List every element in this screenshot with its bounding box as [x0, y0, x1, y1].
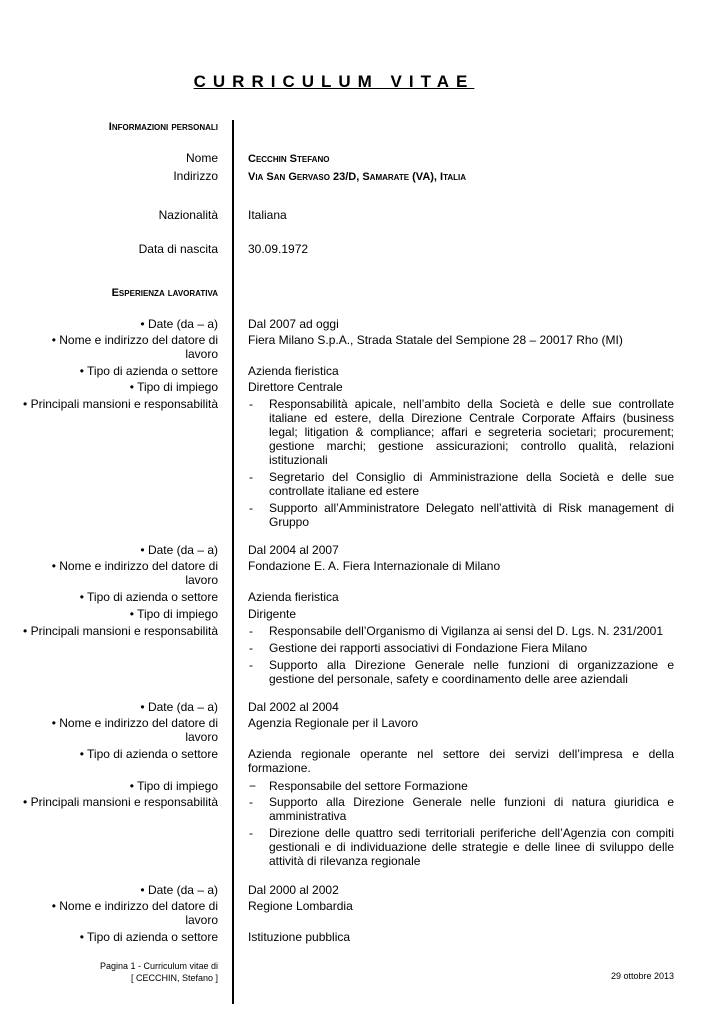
job-position: Direttore Centrale — [248, 380, 343, 394]
position-label: • Tipo di impiego — [129, 779, 218, 793]
job-sector: Azienda fieristica — [248, 364, 339, 378]
document-title: CURRICULUM VITAE — [193, 72, 475, 91]
employer-label: • Nome e indirizzo del datore di lavoro — [51, 899, 218, 927]
birth-date-value: 30.09.1972 — [248, 242, 309, 256]
sector-label: • Tipo di azienda o settore — [79, 930, 218, 944]
section-heading-experience: Esperienza lavorativa — [111, 287, 218, 299]
duty-item: - Supporto all’Amministratore Delegato nell’attività di Risk management di Gruppo — [248, 501, 674, 529]
job-position — [248, 779, 674, 793]
dates-label: • Date (da – a) — [140, 700, 218, 714]
sector-label: • Tipo di azienda o settore — [79, 364, 218, 378]
address-value: Via San Gervaso 23/D, Samarate (VA), Italia — [248, 171, 467, 183]
page-footer-left — [20, 960, 218, 984]
dates-label: • Date (da – a) — [140, 543, 218, 557]
job-employer: Fiera Milano S.p.A., Strada Statale del Sempione 28 – 20017 Rho (MI) — [248, 333, 623, 347]
footer-date: 29 ottobre 2013 — [610, 971, 674, 981]
sector-label: • Tipo di azienda o settore — [79, 590, 218, 604]
duties-label: • Principali mansioni e responsabilità — [23, 624, 218, 638]
employer-label: • Nome e indirizzo del datore di lavoro — [51, 716, 218, 744]
birth-date-label: Data di nascita — [138, 242, 218, 256]
nationality-value: Italiana — [248, 208, 287, 222]
position-label: • Tipo di impiego — [129, 607, 218, 621]
job-sector: Azienda fieristica — [248, 590, 339, 604]
dates-label: • Date (da – a) — [140, 317, 218, 331]
duty-item: - Segretario del Consiglio di Amministrazione della Società e delle sue controllate italiane ed estere — [248, 470, 674, 498]
duty-item: - Supporto alla Direzione Generale nelle funzioni di natura giuridica e amministrativa — [248, 795, 674, 823]
job-duties — [248, 795, 674, 871]
job-dates: Dal 2000 al 2002 — [248, 883, 339, 897]
duty-item: - Direzione delle quattro sedi territoriali periferiche dell’Agenzia con compiti gestionali e di individuazione delle strategie e delle linee di sviluppo delle attività di rilevanza regionale — [248, 826, 674, 868]
footer-owner: [ CECCHIN, Stefano ] — [130, 973, 218, 983]
duty-item: - Gestione dei rapporti associativi di Fondazione Fiera Milano — [248, 641, 674, 655]
employer-label: • Nome e indirizzo del datore di lavoro — [51, 333, 218, 361]
column-divider — [232, 120, 234, 1004]
job-dates: Dal 2004 al 2007 — [248, 543, 339, 557]
job-sector: Istituzione pubblica — [248, 930, 351, 944]
name-value: Cecchin Stefano — [248, 153, 330, 165]
job-dates: Dal 2007 ad oggi — [248, 317, 339, 331]
duty-item: - Responsabilità apicale, nell’ambito della Società e delle sue controllate italiane ed estere, della Direzione Centrale Corporate Affairs (business legal; litigation & compliance; affari e segreteria societari; procurement; gestione marchi; gestione assicurazioni; controllo qualità, relazioni istituzionali — [248, 397, 674, 467]
address-label: Indirizzo — [173, 169, 218, 183]
job-employer: Agenzia Regionale per il Lavoro — [248, 716, 419, 730]
position-label: • Tipo di impiego — [129, 380, 218, 394]
job-employer: Fondazione E. A. Fiera Internazionale di Milano — [248, 559, 501, 573]
duty-item: - Supporto alla Direzione Generale nelle funzioni di organizzazione e gestione del personale, safety e coordinamento delle aree aziendali — [248, 658, 674, 686]
section-heading-personal: Informazioni personali — [108, 121, 218, 133]
nationality-label: Nazionalità — [158, 208, 218, 222]
name-label: Nome — [185, 151, 218, 165]
duties-label: • Principali mansioni e responsabilità — [23, 795, 218, 809]
employer-label: • Nome e indirizzo del datore di lavoro — [51, 559, 218, 587]
job-employer: Regione Lombardia — [248, 899, 353, 913]
job-dates: Dal 2002 al 2004 — [248, 700, 339, 714]
duties-label: • Principali mansioni e responsabilità — [23, 397, 218, 411]
footer-page-info: Pagina 1 - Curriculum vitae di — [99, 961, 218, 971]
job-duties — [248, 624, 674, 689]
job-position: Dirigente — [248, 607, 297, 621]
duty-item: - Responsabile dell’Organismo di Vigilanza ai sensi del D. Lgs. N. 231/2001 — [248, 624, 674, 638]
position-text: Responsabile del settore Formazione — [269, 779, 468, 793]
dates-label: • Date (da – a) — [140, 883, 218, 897]
sector-label: • Tipo di azienda o settore — [79, 747, 218, 761]
job-duties — [248, 397, 674, 532]
position-dash: − — [249, 779, 257, 793]
job-sector: Azienda regionale operante nel settore dei servizi dell’impresa e della formazione. — [248, 747, 674, 775]
